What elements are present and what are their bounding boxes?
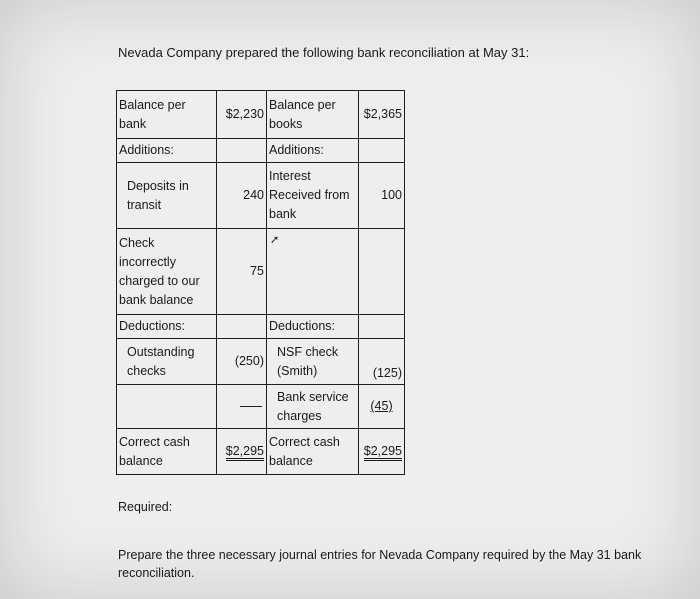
problem-title: Nevada Company prepared the following bank reconciliation at May 31: — [118, 45, 530, 60]
correct-cash-balance-left-value: $2,295 — [226, 444, 264, 461]
dash-line — [240, 406, 262, 407]
empty-cell — [359, 139, 405, 163]
interest-received-label: Interest Received from bank — [267, 163, 359, 229]
deposits-in-transit-text: Deposits in transit — [127, 178, 189, 212]
bank-service-charges-amount — [359, 385, 405, 429]
empty-cell — [217, 139, 267, 163]
cursor-arrow-icon: ➚ — [270, 234, 280, 246]
nsf-check-text: NSF check (Smith) — [277, 344, 339, 378]
nsf-check-label — [267, 339, 359, 385]
outstanding-checks-amount: (250) — [217, 339, 267, 385]
balance-per-bank-label: Balance per bank — [117, 91, 217, 139]
additions-left-label: Additions: — [117, 139, 217, 163]
interest-received-amount: 100 — [359, 163, 405, 229]
required-heading: Required: — [118, 500, 173, 514]
empty-cell — [217, 315, 267, 339]
bank-service-charges-value: (45) — [370, 399, 393, 413]
nsf-check-amount: (125) — [359, 339, 405, 385]
balance-per-bank-amount: $2,230 — [217, 91, 267, 139]
check-incorrectly-charged-label: Check incorrectly charged to our bank balance — [117, 229, 217, 315]
table-row — [117, 339, 405, 385]
additions-right-label: Additions: — [267, 139, 359, 163]
table-row — [117, 139, 405, 163]
required-instructions: Prepare the three necessary journal entries for Nevada Company required by the May 31 bank reconciliation. — [118, 548, 642, 580]
correct-cash-balance-right-label: Correct cash balance — [267, 429, 359, 475]
outstanding-checks-text: Outstanding checks — [127, 344, 195, 378]
empty-cell — [267, 229, 359, 315]
empty-cell — [117, 385, 217, 429]
empty-cell — [359, 315, 405, 339]
bank-service-charges-label — [267, 385, 359, 429]
table-row — [117, 385, 405, 429]
balance-per-books-amount: $2,365 — [359, 91, 405, 139]
deductions-right-label: Deductions: — [267, 315, 359, 339]
table-row — [117, 229, 405, 315]
table-row — [117, 91, 405, 139]
table-row — [117, 163, 405, 229]
correct-cash-balance-right-amount — [359, 429, 405, 475]
deductions-left-label: Deductions: — [117, 315, 217, 339]
table-row — [117, 315, 405, 339]
bank-reconciliation-table — [116, 90, 405, 475]
balance-per-books-label: Balance per books — [267, 91, 359, 139]
check-incorrectly-charged-amount: 75 — [217, 229, 267, 315]
correct-cash-balance-left-label: Correct cash balance — [117, 429, 217, 475]
deposits-in-transit-label — [117, 163, 217, 229]
bank-service-charges-text: Bank service charges — [277, 389, 349, 423]
correct-cash-balance-left-amount — [217, 429, 267, 475]
deposits-in-transit-amount: 240 — [217, 163, 267, 229]
empty-cell — [217, 385, 267, 429]
correct-cash-balance-right-value: $2,295 — [364, 444, 402, 461]
empty-cell — [359, 229, 405, 315]
outstanding-checks-label — [117, 339, 217, 385]
table-row — [117, 429, 405, 475]
